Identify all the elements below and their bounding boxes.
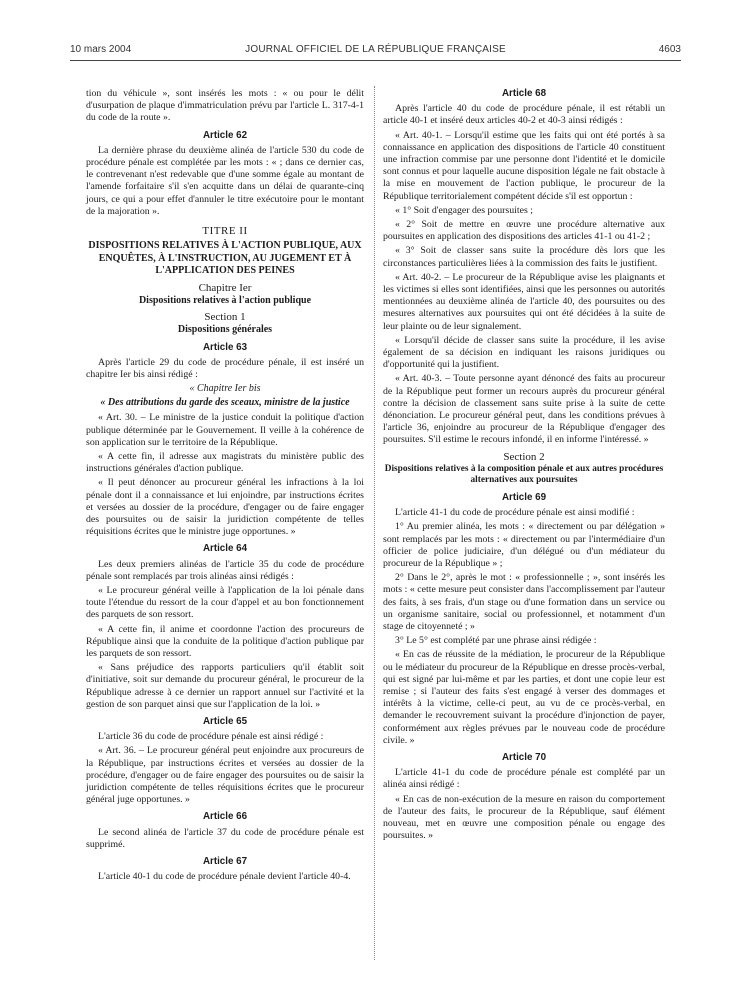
paragraph: Le second alinéa de l'article 37 du code de procédure pénale est supprimé. xyxy=(86,826,364,850)
paragraph: « 3° Soit de classer sans suite la procédure dès lors que les circonstances particulières liées à la commission des faits le justifient. xyxy=(383,245,665,269)
page-header xyxy=(70,44,681,60)
article-heading: Article 70 xyxy=(501,751,547,763)
paragraph: « Art. 40-1. – Lorsqu'il estime que les faits qui ont été portés à sa connaissance en application des dispositions de l'article 40 constituent une infraction commise par une personne dont l'identité et le domicile sont connus et pour laquelle aucune disposition légale ne fait obstacle à la mise en mouvement de l'action publique, le procureur de la République territorialement compétent décide s'il est opportun : xyxy=(383,129,665,202)
titre-heading: TITRE II xyxy=(202,225,248,238)
paragraph: Après l'article 29 du code de procédure pénale, il est inséré un chapitre Ier bis ainsi rédigé : xyxy=(86,356,364,380)
paragraph: « En cas de non-exécution de la mesure en raison du comportement de l'auteur des faits, le procureur de la République, sauf élément nouveau, met en œuvre une composition pénale ou engage des poursuites. » xyxy=(383,793,665,842)
chapitre-subheading: Dispositions relatives à l'action publique xyxy=(138,294,312,306)
paragraph: L'article 41-1 du code de procédure pénale est complété par un alinéa ainsi rédigé : xyxy=(383,767,665,791)
article-heading: Article 62 xyxy=(202,129,248,141)
article-heading: Article 63 xyxy=(202,341,248,353)
section-heading: Section 1 xyxy=(204,311,246,324)
paragraph: Après l'article 40 du code de procédure pénale, il est rétabli un article 40-1 et inséré deux articles 40-2 et 40-3 ainsi rédigés : xyxy=(383,103,665,127)
paragraph: « Sans préjudice des rapports particuliers qu'il établit soit d'initiative, soit sur demande du procureur général, le procureur de la République adresse à ce dernier un rapport annuel sur l'activité et la gestion de son parquet ainsi que sur l'application de la loi. » xyxy=(86,662,364,710)
paragraph: « Art. 40-2. – Le procureur de la République avise les plaignants et les victimes si elles sont identifiées, ainsi que les personnes ou autorités mentionnées au deuxième alinéa de l'article 40, des poursuites ou des mesures alternatives aux poursuites qui ont été décidées à la suite de leur plainte ou de leur signalement. xyxy=(383,271,665,332)
article-heading: Article 67 xyxy=(202,856,248,868)
paragraph: Les deux premiers alinéas de l'article 35 du code de procédure pénale sont remplacés par trois alinéas ainsi rédigés : xyxy=(86,558,364,582)
section-subheading: Dispositions relatives à la composition pénale et aux autres procédures alternatives aux poursuites xyxy=(384,463,664,486)
paragraph: L'article 40-1 du code de procédure pénale devient l'article 40-4. xyxy=(98,871,351,883)
article-heading: Article 66 xyxy=(202,811,248,823)
paragraph: « Art. 36. – Le procureur général peut enjoindre aux procureurs de la République, par instructions écrites et versées au dossier de la procédure, d'engager ou de faire engager des poursuites ou de saisir la juridiction compétente de telles réquisitions écrites que le procureur général juge opportunes. » xyxy=(86,745,364,806)
paragraph: « Art. 30. – Le ministre de la justice conduit la politique d'action publique déterminée par le Gouvernement. Il veille à la cohérence de son application sur le territoire de la République. xyxy=(86,412,364,448)
inserted-chapter-heading: « Chapitre Ier bis xyxy=(189,383,261,395)
titre-subheading: DISPOSITIONS RELATIVES À L'ACTION PUBLIQUE, AUX ENQUÊTES, À L'INSTRUCTION, AU JUGEMENT ET À L'APPLICATION DES PEINES xyxy=(88,240,362,277)
paragraph: 2° Dans le 2°, après le mot : « professionnelle ; », sont insérés les mots : « cette mesure peut consister dans l'accomplissement par l'auteur des faits, à ses frais, d'un stage ou d'une formation dans un service ou un organisme sanitaire, social ou professionnel, et notamment d'un stage de citoyenneté ; » xyxy=(383,572,665,632)
article-heading: Article 64 xyxy=(202,543,248,555)
paragraph: « 1° Soit d'engager des poursuites ; xyxy=(395,204,533,216)
section-heading: Section 2 xyxy=(503,450,545,463)
inserted-chapter-subheading: « Des attributions du garde des sceaux, ministre de la justice xyxy=(100,397,350,409)
left-column xyxy=(86,88,364,885)
paragraph: « 2° Soit de mettre en œuvre une procédure alternative aux poursuites en application des dispositions des articles 41-1 ou 41-2 ; xyxy=(383,219,665,243)
paragraph: « Art. 40-3. – Toute personne ayant dénoncé des faits au procureur de la République peut former un recours auprès du procureur général contre la décision de classement sans suite prise à la suite de cette dénonciation. Le procureur général peut, dans les conditions prévues à l'article 36, enjoindre au procureur de la République d'engager des poursuites. S'il estime le recours infondé, il en informe l'intéressé. » xyxy=(383,373,665,446)
chapitre-heading: Chapitre Ier xyxy=(198,281,252,294)
paragraph: 1° Au premier alinéa, les mots : « directement ou par délégation » sont remplacés par les mots : « directement ou par l'intermédiaire d'un officier de police judiciaire, d'un délégué ou d'un médiateur du procureur de la République » ; xyxy=(383,521,665,569)
header-page-number: 4603 xyxy=(658,44,681,55)
paragraph: tion du véhicule », sont insérés les mots : « ou pour le délit d'usurpation de plaque d'immatriculation prévu par l'article L. 317-4-1 du code de la route ». xyxy=(86,88,364,124)
article-heading: Article 65 xyxy=(202,716,248,728)
paragraph: L'article 41-1 du code de procédure pénale est ainsi modifié : xyxy=(395,507,635,519)
paragraph: 3° Le 5° est complété par une phrase ainsi rédigée : xyxy=(395,635,597,647)
paragraph: L'article 36 du code de procédure pénale est ainsi rédigé : xyxy=(98,731,324,743)
article-heading: Article 69 xyxy=(501,491,547,503)
paragraph: « Le procureur général veille à l'application de la loi pénale dans toute l'étendue du ressort de la cour d'appel et au bon fonctionnement des parquets de son ressort. xyxy=(86,585,364,621)
paragraph: « A cette fin, il anime et coordonne l'action des procureurs de République ainsi que la conduite de la politique d'action publique par les parquets de son ressort. xyxy=(86,623,364,660)
column-divider xyxy=(374,86,375,960)
header-journal-title: JOURNAL OFFICIEL DE LA RÉPUBLIQUE FRANÇAISE xyxy=(245,44,506,55)
article-heading: Article 68 xyxy=(501,88,547,99)
paragraph: « En cas de réussite de la médiation, le procureur de la République ou le médiateur du procureur de la République en dresse procès-verbal, qui est signé par lui-même et par les parties, et dont une copie leur est remise ; si l'auteur des faits s'est engagé à verser des dommages et intérêts à la victime, celle-ci peut, au vu de ce procès-verbal, en demander le recouvrement suivant la procédure d'injonction de payer, conformément aux règles prévues par le nouveau code de procédure civile. » xyxy=(383,649,665,746)
header-rule xyxy=(70,60,681,61)
paragraph: La dernière phrase du deuxième alinéa de l'article 530 du code de procédure pénale est complétée par les mots : « ; dans ce dernier cas, le contrevenant n'est redevable que d'une somme égale au montant de l'amende forfaitaire s'il s'en acquitte dans un délai de quarante-cinq jours, ce qui a pour effet d'annuler le titre exécutoire pour le montant de la majoration ». xyxy=(86,144,364,217)
header-date: 10 mars 2004 xyxy=(70,44,132,55)
right-column xyxy=(383,88,665,844)
paragraph: « Lorsqu'il décide de classer sans suite la procédure, il les avise également de sa décision en indiquant les raisons juridiques ou d'opportunité qui la justifient. xyxy=(383,334,665,371)
paragraph: « A cette fin, il adresse aux magistrats du ministère public des instructions générales d'action publique. xyxy=(86,450,364,475)
paragraph: « Il peut dénoncer au procureur général les infractions à la loi pénale dont il a connaissance et lui enjoindre, par instructions écrites et versées au dossier de la procédure, d'engager ou de faire engager des poursuites ou de saisir la juridiction compétente de telles réquisitions écrites que le ministre juge opportunes. » xyxy=(86,477,364,538)
section-subheading: Dispositions générales xyxy=(177,324,273,336)
